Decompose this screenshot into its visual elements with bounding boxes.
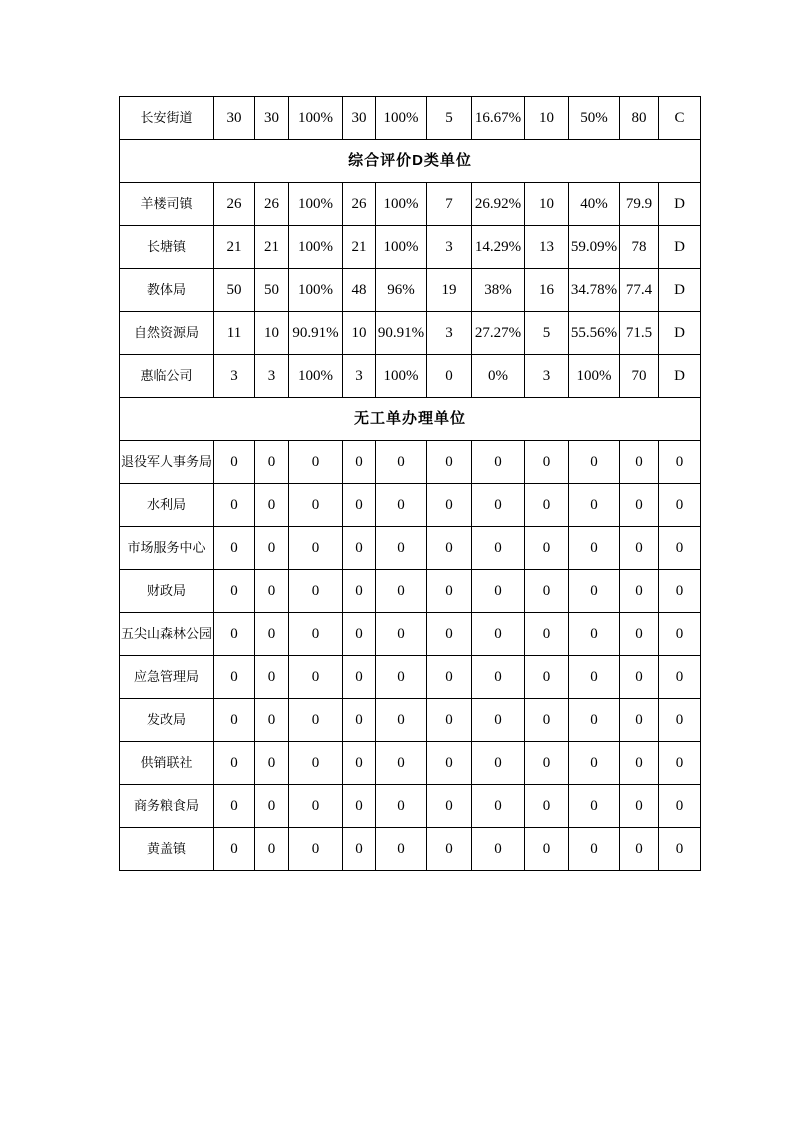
value-cell: 0 [620, 484, 659, 527]
value-cell: 26 [343, 183, 376, 226]
section-header-cell: 无工单办理单位 [120, 398, 701, 441]
value-cell: 96% [376, 269, 427, 312]
value-cell: 0 [343, 656, 376, 699]
value-cell: 0 [289, 570, 343, 613]
value-cell: 0 [620, 527, 659, 570]
value-cell: 0 [289, 828, 343, 871]
value-cell: 0 [472, 785, 525, 828]
unit-name-cell: 财政局 [120, 570, 214, 613]
value-cell: 0 [289, 441, 343, 484]
value-cell: 16.67% [472, 97, 525, 140]
table-row [120, 785, 701, 828]
value-cell: 21 [214, 226, 255, 269]
value-cell: 0 [472, 656, 525, 699]
table-row [120, 742, 701, 785]
value-cell: 0 [472, 613, 525, 656]
table-row [120, 656, 701, 699]
value-cell: 0 [255, 527, 289, 570]
value-cell: 26 [214, 183, 255, 226]
value-cell: 0 [376, 441, 427, 484]
value-cell: C [659, 97, 701, 140]
value-cell: 0 [289, 656, 343, 699]
value-cell: 0 [525, 656, 569, 699]
value-cell: 0 [214, 484, 255, 527]
value-cell: 0 [255, 656, 289, 699]
value-cell: 0 [343, 742, 376, 785]
value-cell: 0 [569, 613, 620, 656]
table-row [120, 613, 701, 656]
value-cell: 0 [620, 570, 659, 613]
value-cell: 0 [289, 785, 343, 828]
value-cell: 0 [343, 570, 376, 613]
value-cell: 0 [343, 527, 376, 570]
value-cell: 34.78% [569, 269, 620, 312]
value-cell: 0 [525, 785, 569, 828]
value-cell: 0 [427, 484, 472, 527]
value-cell: 0 [659, 613, 701, 656]
value-cell: 0 [525, 699, 569, 742]
value-cell: 0 [427, 828, 472, 871]
value-cell: 0 [525, 484, 569, 527]
value-cell: 0 [569, 441, 620, 484]
value-cell: 0 [289, 527, 343, 570]
value-cell: 0 [659, 785, 701, 828]
value-cell: 0 [427, 441, 472, 484]
value-cell: 0 [569, 656, 620, 699]
value-cell: 0 [569, 828, 620, 871]
value-cell: 0 [289, 742, 343, 785]
value-cell: 0 [376, 527, 427, 570]
value-cell: 79.9 [620, 183, 659, 226]
value-cell: 0 [659, 441, 701, 484]
value-cell: 0 [525, 570, 569, 613]
value-cell: 0 [255, 785, 289, 828]
value-cell: 0 [343, 613, 376, 656]
value-cell: 0 [569, 699, 620, 742]
value-cell: 0 [255, 570, 289, 613]
value-cell: 10 [255, 312, 289, 355]
unit-name-cell: 水利局 [120, 484, 214, 527]
value-cell: 77.4 [620, 269, 659, 312]
value-cell: 59.09% [569, 226, 620, 269]
value-cell: 0 [525, 742, 569, 785]
value-cell: 50% [569, 97, 620, 140]
table-row [120, 183, 701, 226]
table-row [120, 355, 701, 398]
value-cell: 0 [214, 656, 255, 699]
value-cell: 0 [343, 828, 376, 871]
value-cell: 11 [214, 312, 255, 355]
unit-name-cell: 教体局 [120, 269, 214, 312]
value-cell: 100% [289, 355, 343, 398]
value-cell: 100% [376, 226, 427, 269]
value-cell: 0 [214, 828, 255, 871]
value-cell: 100% [289, 183, 343, 226]
value-cell: 0 [343, 699, 376, 742]
value-cell: 0 [289, 699, 343, 742]
value-cell: 0 [214, 699, 255, 742]
value-cell: D [659, 183, 701, 226]
value-cell: 0 [569, 742, 620, 785]
unit-name-cell: 市场服务中心 [120, 527, 214, 570]
value-cell: 100% [289, 226, 343, 269]
unit-name-cell: 供销联社 [120, 742, 214, 785]
value-cell: 48 [343, 269, 376, 312]
table-row [120, 828, 701, 871]
unit-name-cell: 退役军人事务局 [120, 441, 214, 484]
value-cell: 0 [255, 699, 289, 742]
value-cell: 10 [525, 97, 569, 140]
table-row [120, 484, 701, 527]
section-row [120, 140, 701, 183]
value-cell: 10 [343, 312, 376, 355]
table-row [120, 527, 701, 570]
table-row [120, 570, 701, 613]
unit-name-cell: 自然资源局 [120, 312, 214, 355]
value-cell: 30 [214, 97, 255, 140]
value-cell: 100% [289, 269, 343, 312]
value-cell: 5 [525, 312, 569, 355]
value-cell: 0 [376, 484, 427, 527]
value-cell: 0 [620, 785, 659, 828]
table-row [120, 699, 701, 742]
unit-name-cell: 发改局 [120, 699, 214, 742]
value-cell: 3 [214, 355, 255, 398]
value-cell: 0 [659, 742, 701, 785]
value-cell: 0 [659, 656, 701, 699]
value-cell: 100% [376, 183, 427, 226]
value-cell: 0 [255, 484, 289, 527]
value-cell: 0 [472, 699, 525, 742]
unit-name-cell: 黄盖镇 [120, 828, 214, 871]
value-cell: 0 [472, 441, 525, 484]
value-cell: 50 [214, 269, 255, 312]
value-cell: D [659, 269, 701, 312]
table-row [120, 312, 701, 355]
value-cell: 0 [427, 656, 472, 699]
value-cell: 5 [427, 97, 472, 140]
value-cell: 0 [343, 484, 376, 527]
value-cell: 21 [255, 226, 289, 269]
value-cell: D [659, 226, 701, 269]
value-cell: 0 [376, 699, 427, 742]
value-cell: 0 [214, 441, 255, 484]
value-cell: 0 [376, 570, 427, 613]
value-cell: 38% [472, 269, 525, 312]
value-cell: 0 [214, 613, 255, 656]
value-cell: 0 [214, 570, 255, 613]
value-cell: 0 [659, 828, 701, 871]
value-cell: 0 [620, 828, 659, 871]
value-cell: 13 [525, 226, 569, 269]
value-cell: 14.29% [472, 226, 525, 269]
value-cell: 0 [569, 484, 620, 527]
unit-name-cell: 长安街道 [120, 97, 214, 140]
unit-name-cell: 长塘镇 [120, 226, 214, 269]
value-cell: 80 [620, 97, 659, 140]
value-cell: 0 [659, 570, 701, 613]
value-cell: 26 [255, 183, 289, 226]
value-cell: 0 [376, 828, 427, 871]
value-cell: 0 [255, 828, 289, 871]
value-cell: 7 [427, 183, 472, 226]
value-cell: 0 [214, 785, 255, 828]
value-cell: 90.91% [376, 312, 427, 355]
value-cell: 27.27% [472, 312, 525, 355]
value-cell: 0 [289, 484, 343, 527]
value-cell: 30 [255, 97, 289, 140]
value-cell: 0 [343, 441, 376, 484]
value-cell: D [659, 355, 701, 398]
value-cell: 0 [472, 527, 525, 570]
value-cell: 0 [255, 742, 289, 785]
value-cell: 70 [620, 355, 659, 398]
value-cell: 0 [376, 613, 427, 656]
value-cell: 0 [214, 742, 255, 785]
value-cell: 0 [376, 785, 427, 828]
value-cell: 0 [620, 742, 659, 785]
value-cell: 0 [472, 742, 525, 785]
value-cell: 0 [289, 613, 343, 656]
table-row [120, 226, 701, 269]
value-cell: 0 [472, 484, 525, 527]
value-cell: 71.5 [620, 312, 659, 355]
value-cell: 0% [472, 355, 525, 398]
value-cell: 0 [620, 613, 659, 656]
value-cell: 90.91% [289, 312, 343, 355]
value-cell: 3 [427, 312, 472, 355]
value-cell: 0 [376, 742, 427, 785]
value-cell: 3 [343, 355, 376, 398]
value-cell: 100% [376, 355, 427, 398]
unit-name-cell: 商务粮食局 [120, 785, 214, 828]
unit-name-cell: 应急管理局 [120, 656, 214, 699]
value-cell: 0 [525, 441, 569, 484]
value-cell: 0 [427, 527, 472, 570]
value-cell: 3 [427, 226, 472, 269]
section-row [120, 398, 701, 441]
value-cell: 100% [376, 97, 427, 140]
value-cell: 0 [427, 613, 472, 656]
value-cell: 100% [289, 97, 343, 140]
value-cell: 0 [525, 613, 569, 656]
value-cell: 0 [620, 656, 659, 699]
value-cell: 19 [427, 269, 472, 312]
value-cell: 0 [214, 527, 255, 570]
value-cell: 3 [525, 355, 569, 398]
value-cell: 0 [659, 484, 701, 527]
value-cell: 0 [525, 527, 569, 570]
unit-name-cell: 羊楼司镇 [120, 183, 214, 226]
value-cell: 30 [343, 97, 376, 140]
value-cell: 26.92% [472, 183, 525, 226]
value-cell: 0 [620, 441, 659, 484]
value-cell: 0 [427, 699, 472, 742]
value-cell: 3 [255, 355, 289, 398]
value-cell: 0 [569, 570, 620, 613]
value-cell: 55.56% [569, 312, 620, 355]
value-cell: 0 [620, 699, 659, 742]
value-cell: 50 [255, 269, 289, 312]
value-cell: 0 [343, 785, 376, 828]
value-cell: 0 [472, 570, 525, 613]
value-cell: 100% [569, 355, 620, 398]
value-cell: 0 [525, 828, 569, 871]
value-cell: 21 [343, 226, 376, 269]
value-cell: 40% [569, 183, 620, 226]
value-cell: 0 [472, 828, 525, 871]
value-cell: 0 [569, 785, 620, 828]
value-cell: 0 [427, 570, 472, 613]
table-body [120, 97, 701, 871]
table-row [120, 441, 701, 484]
section-header-cell: 综合评价D类单位 [120, 140, 701, 183]
unit-name-cell: 五尖山森林公园 [120, 613, 214, 656]
evaluation-table [119, 96, 701, 871]
value-cell: 16 [525, 269, 569, 312]
table-row [120, 269, 701, 312]
value-cell: 0 [427, 742, 472, 785]
value-cell: 0 [255, 441, 289, 484]
value-cell: 0 [376, 656, 427, 699]
value-cell: 0 [427, 785, 472, 828]
value-cell: 0 [255, 613, 289, 656]
value-cell: 78 [620, 226, 659, 269]
table-row [120, 97, 701, 140]
value-cell: 0 [659, 699, 701, 742]
value-cell: D [659, 312, 701, 355]
unit-name-cell: 惠临公司 [120, 355, 214, 398]
value-cell: 0 [427, 355, 472, 398]
value-cell: 0 [659, 527, 701, 570]
value-cell: 10 [525, 183, 569, 226]
value-cell: 0 [569, 527, 620, 570]
